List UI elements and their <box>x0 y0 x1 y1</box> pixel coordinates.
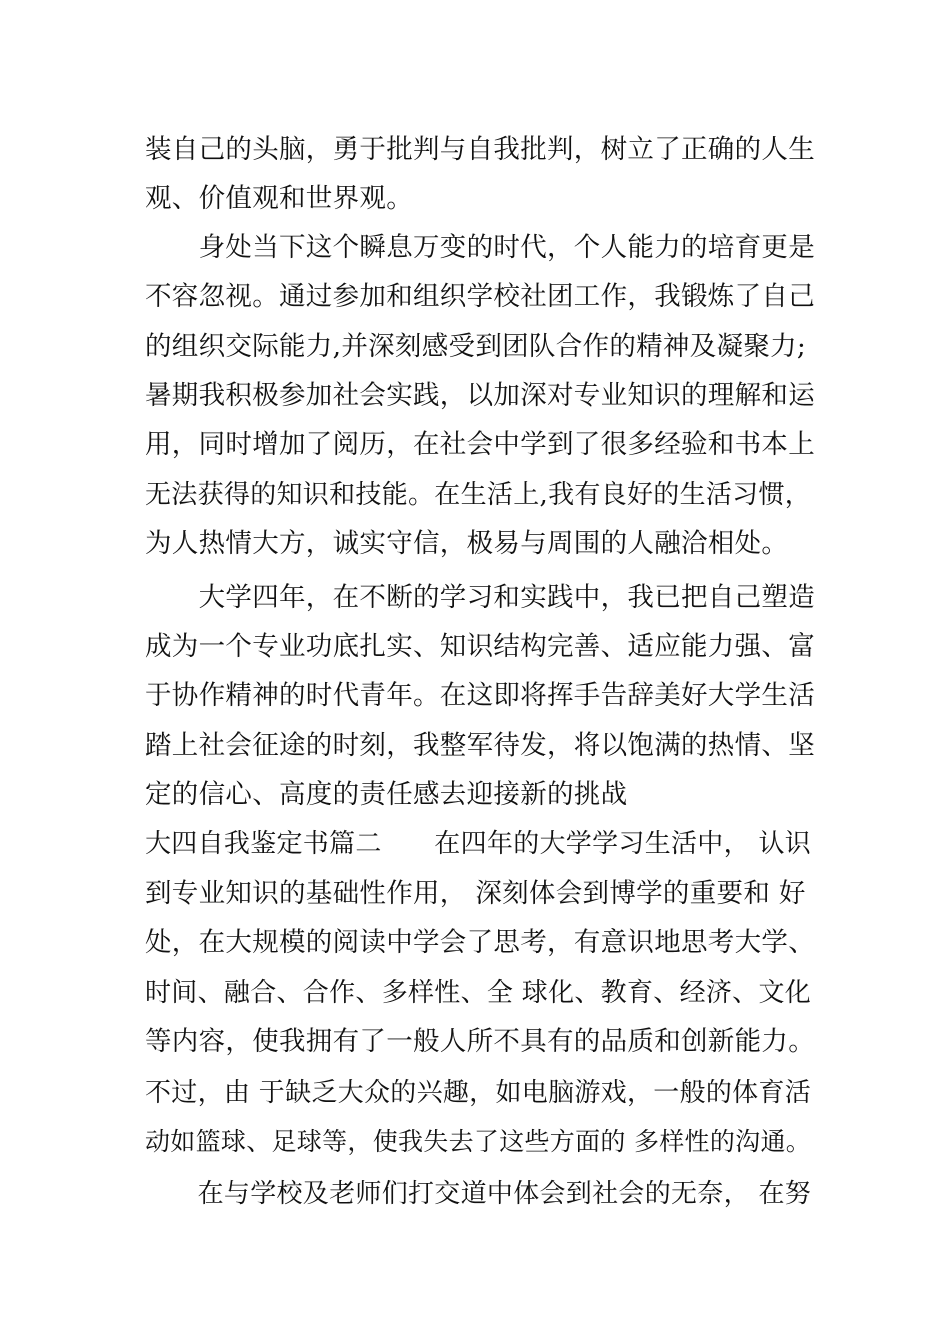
text-line: 不过，由 于缺乏大众的兴趣，如电脑游戏，一般的体育活 <box>145 1078 812 1108</box>
text-line: 身处当下这个瞬息万变的时代，个人能力的培育更是 <box>145 232 815 263</box>
text-line: 不容忽视。通过参加和组织学校社团工作，我锻炼了自己 <box>145 281 815 312</box>
text-line: 大四自我鉴定书篇二 在四年的大学学习生活中， 认识 <box>145 829 812 859</box>
text-line: 到专业知识的基础性作用， 深刻体会到博学的重要和 好 <box>145 878 806 909</box>
text-line: 暑期我积极参加社会实践，以加深对专业知识的理解和运 <box>145 380 815 411</box>
text-line: 装自己的头脑，勇于批判与自我批判，树立了正确的人生 <box>145 134 815 165</box>
text-line: 无法获得的知识和技能。在生活上,我有良好的生活习惯， <box>145 480 812 510</box>
text-line: 为人热情大方，诚实守信，极易与周围的人融洽相处。 <box>145 528 789 559</box>
text-line: 等内容，使我拥有了一般人所不具有的品质和创新能力。 <box>145 1026 815 1057</box>
text-line: 定的信心、高度的责任感去迎接新的挑战 <box>145 779 628 810</box>
text-line: 观、价值观和世界观。 <box>145 183 413 214</box>
text-line: 踏上社会征途的时刻，我整军待发，将以饱满的热情、坚 <box>145 730 815 761</box>
text-line: 成为一个专业功底扎实、知识结构完善、适应能力强、富 <box>145 631 815 662</box>
text-line: 大学四年，在不断的学习和实践中，我已把自己塑造 <box>145 582 815 613</box>
text-line: 在与学校及老师们打交道中体会到社会的无奈， 在努 <box>145 1179 812 1209</box>
text-line: 动如篮球、足球等，使我失去了这些方面的 多样性的沟通。 <box>145 1127 812 1156</box>
text-line: 时间、融合、合作、多样性、全 球化、教育、经济、文化 <box>145 978 812 1008</box>
text-line: 的组织交际能力,并深刻感受到团队合作的精神及凝聚力; <box>145 331 807 362</box>
text-line: 于协作精神的时代青年。在这即将挥手告辞美好大学生活 <box>145 680 815 711</box>
text-line: 用，同时增加了阅历，在社会中学到了很多经验和书本上 <box>145 429 815 460</box>
text-line: 处，在大规模的阅读中学会了思考，有意识地思考大学、 <box>145 927 815 958</box>
